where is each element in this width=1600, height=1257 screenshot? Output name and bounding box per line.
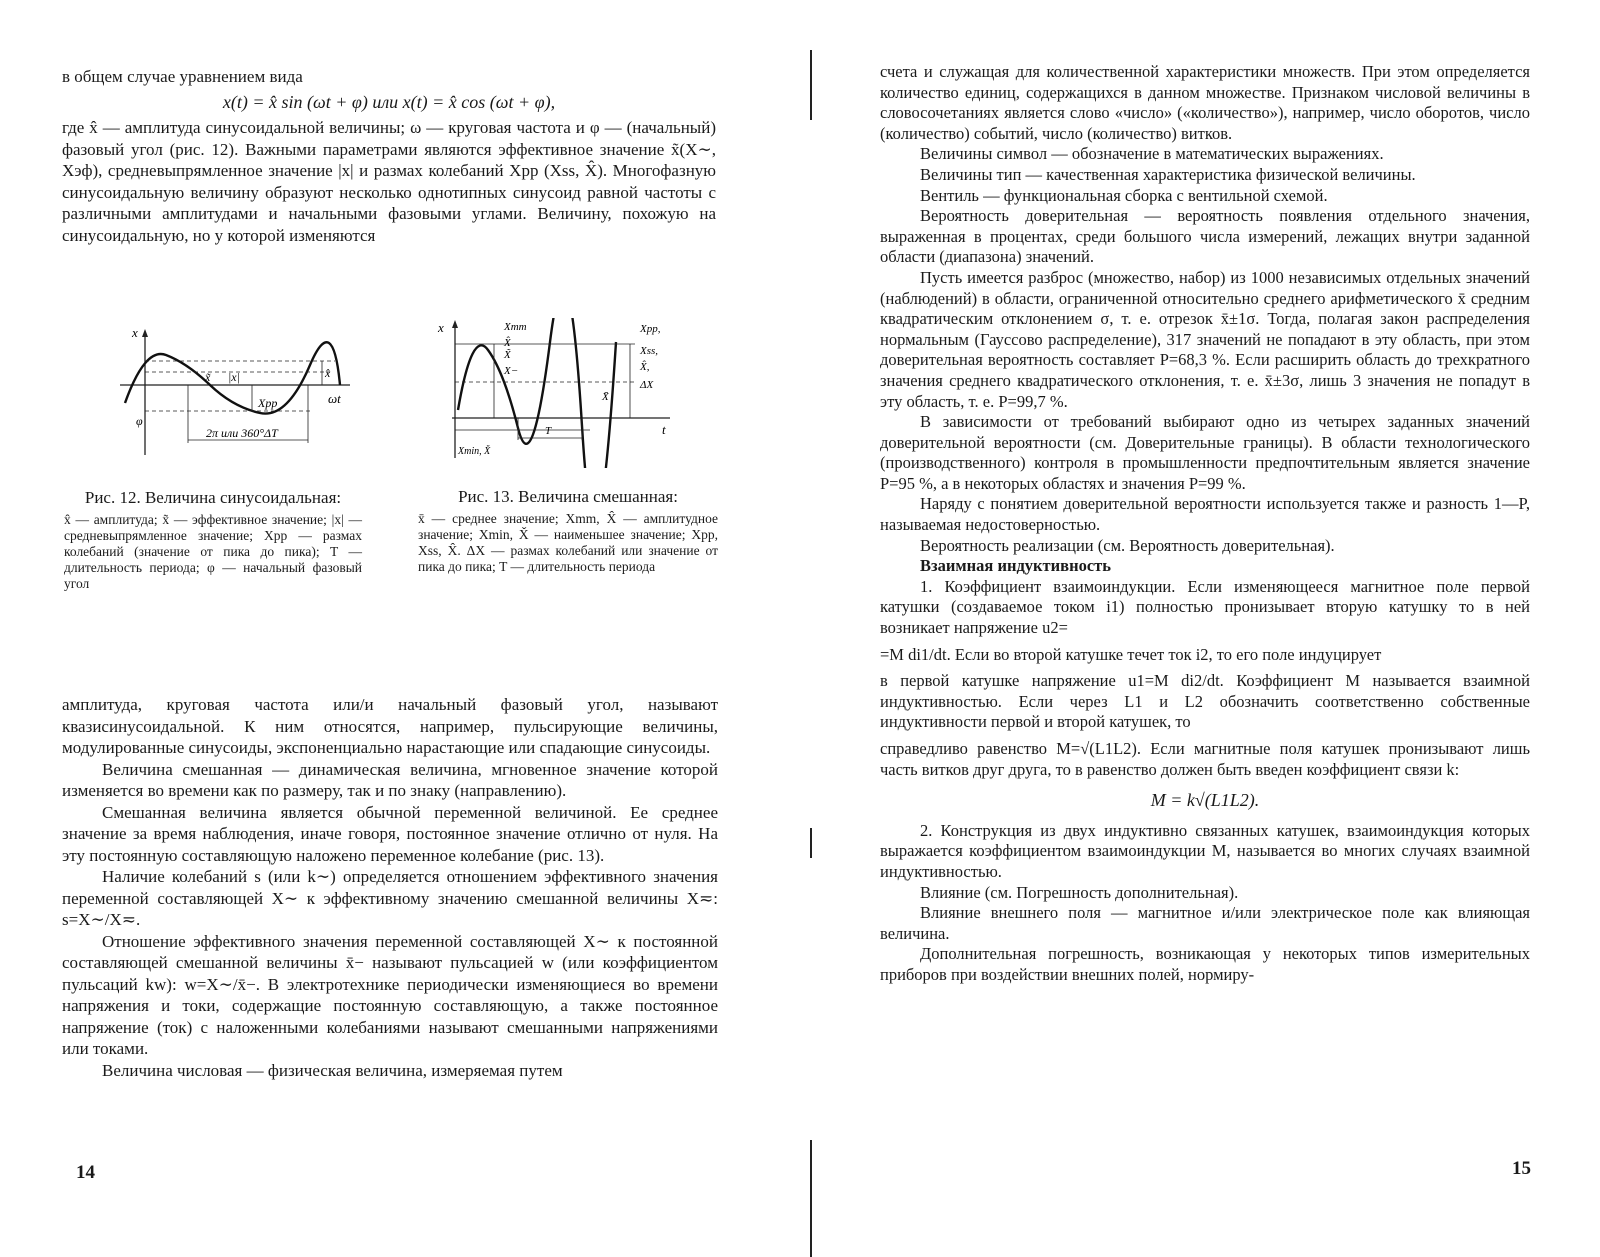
paragraph: Отношение эффективного значения переменной составляющей X∼ к постоянной составляющей смешанной величины x̄− называют пульсацией w (или коэффициентом пульсаций kw): w=X∼/x̄−. В электротехнике периодически изменяющиеся во времени напряжения и токи, содержащие постоянную составляющую, а также постоянное напряжение (ток) с наложенными колебаниями называют смешанными напряжениями или токами.: [62, 931, 718, 1058]
paragraph: в общем случае уравнением вида: [62, 67, 303, 86]
paragraph: Вероятность доверительная — вероятность появления отдельного значения, выраженная в процентах, среди большого числа измерений, лежащих внутри заданной области (диапазона) значений.: [880, 206, 1530, 267]
equation: M = k√(L1L2).: [1150, 790, 1260, 811]
fig13-label: X̂,: [640, 361, 650, 373]
paragraph: где x̂ — амплитуда синусоидальной величины; ω — круговая частота и φ — (начальный) фазовый угол (рис. 12). Важными параметрами являются эффективное значение x̃(X∼, Xэф), средневыпрямленное значение |x| и размах колебаний Xpp (Xss, X̂). Многофазную синусоидальную величину образуют несколько однотипных синусоид равной частоты с различными амплитудами и начальными фазовыми углами. Величину, похожую на синусоидальную, но у которой изменяются: [62, 118, 716, 245]
paragraph: Пусть имеется разброс (множество, набор) из 1000 независимых отдельных значений (наблюдений) в области, ограниченной относительно среднего арифметического x̄ средним квадратическим отклонением σ, т. е. отрезок x̄±1σ. Тогда, полагая закон распределения нормальным (Гауссово распределение), 317 значений не попадают в эту область, при этом доверительная вероятность составляет P=68,3 %. Если расширить область до трехкратного значения среднего квадратического отклонения, т. е. x̄±3σ, лишь 3 значения не попадут в эту область, т. е. P=99,7 %.: [880, 267, 1530, 411]
figure-12-caption-title: Рис. 12. Величина синусоидальная:: [84, 488, 342, 507]
figure-13-mixed: [430, 318, 680, 468]
paragraph: Влияние (см. Погрешность дополнительная).: [920, 882, 1239, 902]
fig13-label: Xmm: [504, 321, 527, 333]
paragraph: Величины тип — качественная характеристика физической величины.: [920, 164, 1416, 184]
paragraph: 2. Конструкция из двух индуктивно связанных катушек, взаимоиндукция которых выражается коэффициентом взаимоиндукции M, называется во многих случаях взаимной индуктивностью.: [880, 820, 1530, 881]
fig13-label: ΔX: [640, 379, 654, 391]
paragraph: Величины символ — обозначение в математических выражениях.: [920, 144, 1384, 164]
paragraph: Влияние внешнего поля — магнитное и/или электрическое поле как влияющая величина.: [880, 903, 1530, 943]
fig13-label: X−: [504, 365, 519, 377]
figure-13-caption: [418, 487, 718, 575]
left-bottom-text: [62, 694, 718, 1081]
fig13-label: X̃: [504, 349, 511, 361]
figure-12-caption-text: x̂ — амплитуда; x̃ — эффективное значение; |x| — средневыпрямленное значение; Xpp — размах колебаний (значение от пика до пика); T — длительность периода; φ — начальный фазовый угол: [64, 512, 362, 591]
paragraph: в первой катушке напряжение u1=M di2/dt. Коэффициент M называется взаимной индуктивностью. Если через L1 и L2 обозначить соответственно собственные индуктивности первой и второй катушек, то: [880, 671, 1530, 732]
left-top-text: [62, 66, 716, 246]
paragraph: 1. Коэффициент взаимоиндукции. Если изменяющееся магнитное поле первой катушки (создаваемое током i1) полностью пронизывает вторую катушку то в ней возникает напряжение u2=: [880, 576, 1530, 638]
page-number-right: 15: [1512, 1158, 1531, 1179]
fig12-label: φ: [136, 414, 143, 428]
page-number-left: 14: [76, 1162, 95, 1183]
paragraph: амплитуда, круговая частота или/и начальный фазовый угол, называют квазисинусоидальной. К ним относятся, например, пульсирующие величины, модулированные синусоиды, экспоненциально нарастающие или спадающие синусоиды.: [62, 695, 718, 757]
fig13-label: Xmin, X̌: [458, 446, 491, 457]
paragraph: Величина смешанная — динамическая величина, мгновенное значение которой изменяется во времени как по размеру, так и по знаку (направлению).: [62, 759, 718, 800]
paragraph: Смешанная величина является обычной переменной величиной. Ее среднее значение за время наблюдения, иначе говоря, постоянное значение отлично от нуля. На эту постоянную составляющую наложено переменное колебание (рис. 13).: [62, 802, 718, 865]
fig12-label: ωt: [328, 391, 341, 406]
fig12-label: 2π или 360°ΔT: [206, 426, 278, 440]
paragraph: Величина числовая — физическая величина, измеряемая путем: [102, 1060, 563, 1080]
fig12-label: x̃: [205, 370, 211, 384]
fig12-label: x̂: [325, 366, 331, 380]
section-heading: Взаимная индуктивность: [920, 556, 1111, 576]
paragraph: В зависимости от требований выбирают одно из четырех заданных значений доверительной вероятности (см. Доверительные границы). В области технологического (производственного) контроля в промышленности предпочтительным является значение P=95 %, а в некоторых областях и значения P=99 %.: [880, 412, 1530, 493]
figure-13-caption-title: Рис. 13. Величина смешанная:: [458, 487, 678, 506]
paragraph: Наличие колебаний s (или k∼) определяется отношением эффективного значения переменной составляющей X∼ к эффективному значению смешанной величины X≂: s=X∼/X≂.: [62, 867, 718, 929]
paragraph: счета и служащая для количественной характеристики множеств. При этом определяется количество единиц, содержащихся в данном множестве. Признаком числовой величины в словосочетаниях является слово «число» («количество»), например, число оборотов, число (количество) событий, число (количество) витков.: [880, 62, 1530, 143]
figure-13-caption-text: x̄ — среднее значение; Xmm, X̂ — амплитудное значение; Xmin, X̌ — наименьшее значение; Xpp, Xss, X̂. ΔX — размах колебаний или значение от пика до пика; T — длительность периода: [418, 511, 718, 574]
paragraph: =M di1/dt. Если во второй катушке течет ток i2, то его поле индуцирует: [880, 644, 1382, 664]
paragraph: Вентиль — функциональная сборка с вентильной схемой.: [920, 185, 1328, 205]
fig12-label: Xpp: [258, 396, 278, 410]
equation: x(t) = x̂ sin (ωt + φ) или x(t) = x̂ cos (ωt + φ),: [222, 91, 556, 112]
fig12-label: |x|: [228, 370, 240, 384]
paragraph: Вероятность реализации (см. Вероятность доверительная).: [920, 535, 1335, 555]
fig13-label: Xpp,: [640, 323, 661, 335]
fig12-label: x: [132, 325, 138, 340]
figure-12-caption: [64, 488, 362, 592]
fig13-label: x: [438, 320, 444, 335]
fig13-label: Xss,: [640, 345, 659, 357]
right-text: [880, 62, 1530, 986]
paragraph: справедливо равенство M=√(L1L2). Если магнитные поля катушек пронизывают лишь часть витков друг друга, то в равенство должен быть введен коэффициент связи k:: [880, 739, 1530, 779]
figure-12-sinusoid: [100, 325, 360, 465]
fig13-label: T: [545, 425, 552, 437]
fig13-label: t: [662, 422, 666, 437]
fig13-label: X̂: [504, 337, 511, 349]
fig13-label: X̄: [602, 391, 609, 403]
paragraph: Наряду с понятием доверительной вероятности используется также и разность 1—P, называемая недостоверностью.: [880, 494, 1530, 535]
right-page: [800, 0, 1600, 1257]
paragraph: Дополнительная погрешность, возникающая у некоторых типов измерительных приборов при воздействии внешних полей, нормиру-: [880, 944, 1530, 984]
